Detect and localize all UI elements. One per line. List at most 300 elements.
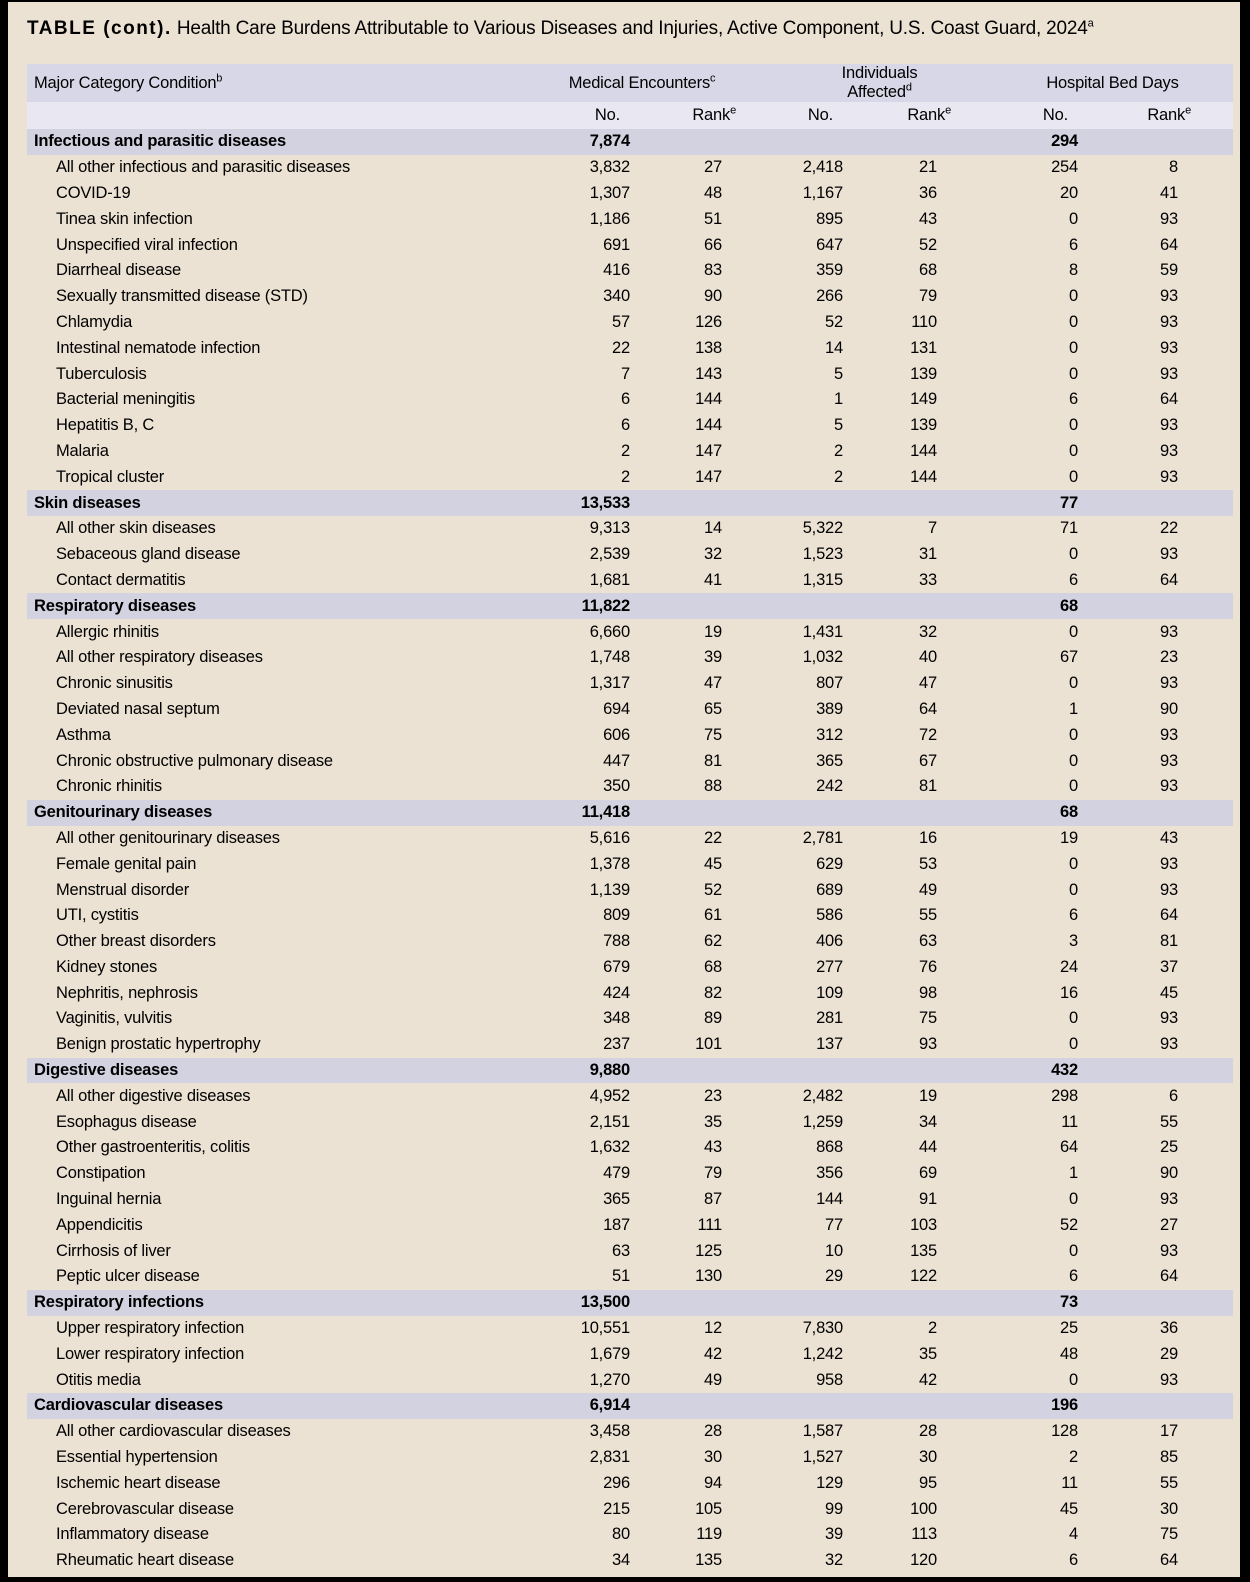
- condition-name-cell: Lower respiratory infection: [56, 1344, 245, 1363]
- ia-rank-cell: 120: [910, 1551, 937, 1570]
- condition-name-cell: Tuberculosis: [56, 364, 147, 383]
- category-name-cell: Genitourinary diseases: [27, 800, 507, 826]
- condition-row: [27, 877, 1233, 903]
- condition-row: [27, 1032, 1233, 1058]
- me-no-cell: 5,616: [589, 828, 630, 847]
- condition-name-cell: All other cardiovascular diseases: [56, 1422, 291, 1441]
- ia-rank-cell: 63: [919, 932, 937, 951]
- bed-rank-cell: 93: [1160, 725, 1178, 744]
- table-body: [27, 129, 1233, 1574]
- me-rank-cell: 65: [704, 699, 722, 718]
- condition-name-cell: Appendicitis: [56, 1215, 143, 1234]
- me-no-cell: 215: [603, 1499, 630, 1518]
- me-rank-cell: 48: [704, 183, 722, 202]
- category-ia-rank-cell: [843, 1393, 937, 1419]
- ia-no-cell: 2,482: [802, 1086, 843, 1105]
- bed-no-cell: 6: [1069, 1267, 1078, 1286]
- bed-rank-cell: 93: [1160, 441, 1178, 460]
- ia-rank-cell: 144: [910, 441, 937, 460]
- bed-no-cell: 45: [1060, 1499, 1078, 1518]
- group-header-row: [27, 64, 1233, 102]
- bed-no-cell: 0: [1069, 1241, 1078, 1260]
- me-rank-cell: 135: [695, 1551, 722, 1570]
- condition-row: [27, 1187, 1233, 1213]
- condition-name-cell: Deviated nasal septum: [56, 699, 220, 718]
- bed-no-cell: 52: [1060, 1215, 1078, 1234]
- category-me-no-cell: 13,533: [507, 490, 630, 516]
- ia-no-cell: 1,032: [802, 648, 843, 667]
- condition-name-cell: Contact dermatitis: [56, 570, 186, 589]
- ia-no-cell: 895: [816, 209, 843, 228]
- category-row: [27, 1058, 1233, 1084]
- column-header-condition-footnote-marker: b: [216, 72, 223, 84]
- ia-rank-cell: 95: [919, 1473, 937, 1492]
- condition-name-cell: Vaginitis, vulvitis: [56, 1009, 173, 1028]
- category-ia-rank-cell: [843, 490, 937, 516]
- me-rank-cell: 94: [704, 1473, 722, 1492]
- bed-no-cell: 0: [1069, 1009, 1078, 1028]
- bed-no-cell: 0: [1069, 854, 1078, 873]
- bed-rank-cell: 25: [1160, 1138, 1178, 1157]
- me-rank-cell: 90: [704, 287, 722, 306]
- condition-row: [27, 413, 1233, 439]
- ia-rank-cell: 32: [919, 622, 937, 641]
- me-no-cell: 296: [603, 1473, 630, 1492]
- me-rank-cell: 81: [704, 751, 722, 770]
- condition-row: [27, 1367, 1233, 1393]
- condition-row: [27, 1135, 1233, 1161]
- ia-rank-cell: 98: [919, 983, 937, 1002]
- me-rank-cell: 105: [695, 1499, 722, 1518]
- me-no-cell: 2: [621, 467, 630, 486]
- condition-row: [27, 645, 1233, 671]
- ia-no-cell: 14: [825, 338, 843, 357]
- me-no-cell: 3,832: [589, 158, 630, 177]
- ia-no-cell: 356: [816, 1164, 843, 1183]
- me-rank-cell: 47: [704, 674, 722, 693]
- category-me-no-cell: 11,418: [507, 800, 630, 826]
- me-no-cell: 9,313: [589, 519, 630, 538]
- bed-rank-cell: 93: [1160, 1009, 1178, 1028]
- bed-no-cell: 24: [1060, 957, 1078, 976]
- category-ia-no-cell: [722, 800, 843, 826]
- me-no-cell: 694: [603, 699, 630, 718]
- condition-name-cell: Tropical cluster: [56, 467, 165, 486]
- me-no-cell: 348: [603, 1009, 630, 1028]
- condition-name-cell: All other genitourinary diseases: [56, 828, 280, 847]
- ia-no-cell: 2: [834, 441, 843, 460]
- me-rank-cell: 32: [704, 545, 722, 564]
- condition-name-cell: All other respiratory diseases: [56, 648, 263, 667]
- condition-name-cell: Menstrual disorder: [56, 880, 190, 899]
- me-rank-cell: 27: [704, 158, 722, 177]
- me-rank-cell: 51: [704, 209, 722, 228]
- me-no-cell: 2,151: [589, 1112, 630, 1131]
- condition-row: [27, 284, 1233, 310]
- me-rank-cell: 143: [695, 364, 722, 383]
- category-me-rank-cell: [630, 1058, 722, 1084]
- category-ia-rank-cell: [843, 1058, 937, 1084]
- condition-name-cell: Female genital pain: [56, 854, 197, 873]
- ia-rank-cell: 7: [928, 519, 937, 538]
- condition-name-cell: Diarrheal disease: [56, 261, 181, 280]
- me-rank-cell: 68: [704, 957, 722, 976]
- ia-rank-cell: 144: [910, 467, 937, 486]
- bed-no-cell: 128: [1051, 1422, 1078, 1441]
- condition-row: [27, 722, 1233, 748]
- condition-name-cell: Upper respiratory infection: [56, 1319, 245, 1338]
- condition-name-cell: All other skin diseases: [56, 519, 216, 538]
- ia-no-cell: 1,315: [802, 570, 843, 589]
- condition-name-cell: Cerebrovascular disease: [56, 1499, 234, 1518]
- ia-rank-cell: 76: [919, 957, 937, 976]
- me-no-cell: 6: [621, 390, 630, 409]
- bed-rank-cell: 64: [1160, 1551, 1178, 1570]
- ia-rank-cell: 49: [919, 880, 937, 899]
- condition-name-cell: Nephritis, nephrosis: [56, 983, 198, 1002]
- bed-no-cell: 0: [1069, 1035, 1078, 1054]
- me-no-cell: 57: [612, 312, 630, 331]
- ia-rank-cell: 75: [919, 1009, 937, 1028]
- me-no-cell: 416: [603, 261, 630, 280]
- ia-no-cell: 586: [816, 906, 843, 925]
- bed-no-cell: 0: [1069, 1370, 1078, 1389]
- category-me-rank-cell: [630, 593, 722, 619]
- condition-row: [27, 851, 1233, 877]
- bed-rank-cell: 23: [1160, 648, 1178, 667]
- condition-row: [27, 1470, 1233, 1496]
- category-row: [27, 593, 1233, 619]
- category-bed-rank-cell: [1078, 1290, 1233, 1316]
- bed-no-cell: 0: [1069, 441, 1078, 460]
- ia-no-cell: 7,830: [802, 1319, 843, 1338]
- bed-rank-cell: 93: [1160, 338, 1178, 357]
- me-no-cell: 424: [603, 983, 630, 1002]
- bed-rank-cell: 93: [1160, 364, 1178, 383]
- ia-rank-cell: 53: [919, 854, 937, 873]
- bed-rank-cell: 45: [1160, 983, 1178, 1002]
- ia-no-cell: 99: [825, 1499, 843, 1518]
- me-rank-cell: 41: [704, 570, 722, 589]
- bed-rank-cell: 90: [1160, 699, 1178, 718]
- category-bed-no-cell: 68: [937, 593, 1078, 619]
- condition-row: [27, 1238, 1233, 1264]
- bed-no-cell: 48: [1060, 1344, 1078, 1363]
- ia-rank-cell: 33: [919, 570, 937, 589]
- me-no-cell: 51: [612, 1267, 630, 1286]
- ia-rank-cell: 40: [919, 648, 937, 667]
- me-rank-cell: 89: [704, 1009, 722, 1028]
- ia-no-cell: 312: [816, 725, 843, 744]
- me-no-cell: 63: [612, 1241, 630, 1260]
- condition-name-cell: Rheumatic heart disease: [56, 1551, 234, 1570]
- bed-no-cell: 8: [1069, 261, 1078, 280]
- condition-name-cell: Sexually transmitted disease (STD): [56, 287, 308, 306]
- ia-rank-cell: 42: [919, 1370, 937, 1389]
- bed-no-cell: 0: [1069, 467, 1078, 486]
- ia-rank-cell: 113: [911, 1525, 937, 1544]
- ia-rank-cell: 91: [919, 1190, 937, 1209]
- ia-no-cell: 647: [816, 235, 843, 254]
- condition-row: [27, 516, 1233, 542]
- bed-rank-cell: 93: [1160, 777, 1178, 796]
- me-no-cell: 2: [621, 441, 630, 460]
- me-rank-cell: 66: [704, 235, 722, 254]
- ia-no-cell: 144: [816, 1190, 843, 1209]
- ia-no-cell: 1,167: [802, 183, 843, 202]
- ia-no-cell: 266: [816, 287, 843, 306]
- bed-no-cell: 64: [1060, 1138, 1078, 1157]
- bed-rank-cell: 8: [1169, 158, 1178, 177]
- bed-no-cell: 6: [1069, 570, 1078, 589]
- sub-header-ia-no: No.: [722, 102, 843, 129]
- condition-row: [27, 1341, 1233, 1367]
- category-ia-no-cell: [722, 490, 843, 516]
- me-no-cell: 1,378: [589, 854, 630, 873]
- condition-name-cell: Chronic rhinitis: [56, 777, 162, 796]
- category-me-rank-cell: [630, 800, 722, 826]
- ia-rank-cell: 30: [919, 1448, 937, 1467]
- ia-no-cell: 5,322: [802, 519, 843, 538]
- category-ia-no-cell: [722, 1393, 843, 1419]
- ia-no-cell: 10: [825, 1241, 843, 1260]
- bed-no-cell: 11: [1061, 1112, 1078, 1131]
- category-name-cell: Skin diseases: [27, 490, 507, 516]
- ia-rank-cell: 68: [919, 261, 937, 280]
- medical-encounters-footnote-marker: c: [710, 72, 716, 84]
- me-no-cell: 809: [603, 906, 630, 925]
- sub-header-empty: [27, 102, 507, 129]
- me-rank-cell: 52: [704, 880, 722, 899]
- ia-no-cell: 868: [816, 1138, 843, 1157]
- bed-rank-cell: 93: [1160, 622, 1178, 641]
- bed-rank-cell: 93: [1160, 1241, 1178, 1260]
- category-bed-no-cell: 196: [937, 1393, 1078, 1419]
- ia-rank-cell: 2: [928, 1319, 937, 1338]
- condition-row: [27, 1445, 1233, 1471]
- condition-row: [27, 232, 1233, 258]
- category-ia-no-cell: [722, 129, 843, 155]
- bed-no-cell: 20: [1060, 183, 1078, 202]
- ia-rank-cell: 34: [919, 1112, 937, 1131]
- condition-row: [27, 387, 1233, 413]
- hospital-bed-days-label: Hospital Bed Days: [1046, 73, 1179, 92]
- bed-rank-cell: 64: [1160, 906, 1178, 925]
- bed-rank-cell: 64: [1160, 570, 1178, 589]
- ia-no-cell: 5: [834, 364, 843, 383]
- ia-rank-cell: 81: [919, 777, 937, 796]
- condition-row: [27, 206, 1233, 232]
- condition-row: [27, 671, 1233, 697]
- ia-no-cell: 109: [816, 983, 843, 1002]
- category-bed-rank-cell: [1078, 593, 1233, 619]
- bed-rank-cell: 27: [1160, 1215, 1178, 1234]
- me-no-cell: 350: [603, 777, 630, 796]
- condition-name-cell: Chlamydia: [56, 312, 133, 331]
- sub-header-bed-no: No.: [937, 102, 1078, 129]
- ia-no-cell: 958: [816, 1370, 843, 1389]
- ia-no-cell: 359: [816, 261, 843, 280]
- category-me-rank-cell: [630, 490, 722, 516]
- condition-name-cell: Inflammatory disease: [56, 1525, 209, 1544]
- ia-rank-cell: 131: [910, 338, 937, 357]
- ia-no-cell: 389: [816, 699, 843, 718]
- category-name-cell: Infectious and parasitic diseases: [27, 129, 507, 155]
- column-header-individuals-affected: [722, 64, 937, 102]
- me-no-cell: 1,186: [589, 209, 630, 228]
- ia-rank-cell: 31: [919, 545, 937, 564]
- category-ia-no-cell: [722, 1290, 843, 1316]
- condition-name-cell: Benign prostatic hypertrophy: [56, 1035, 261, 1054]
- category-me-no-cell: 9,880: [507, 1058, 630, 1084]
- ia-rank-cell: 139: [910, 364, 937, 383]
- me-rank-cell: 88: [704, 777, 722, 796]
- bed-no-cell: 0: [1069, 545, 1078, 564]
- condition-name-cell: Unspecified viral infection: [56, 235, 238, 254]
- condition-row: [27, 1212, 1233, 1238]
- category-me-rank-cell: [630, 1393, 722, 1419]
- category-bed-no-cell: 77: [937, 490, 1078, 516]
- category-row: [27, 1290, 1233, 1316]
- ia-no-cell: 1,587: [802, 1422, 843, 1441]
- ia-rank-cell: 36: [919, 183, 937, 202]
- bed-rank-cell: 93: [1160, 674, 1178, 693]
- ia-no-cell: 281: [816, 1009, 843, 1028]
- me-rank-cell: 23: [704, 1086, 722, 1105]
- condition-name-cell: Other breast disorders: [56, 932, 216, 951]
- condition-name-cell: Tinea skin infection: [56, 209, 193, 228]
- table-title-prefix: TABLE (cont).: [27, 18, 172, 39]
- condition-name-cell: Hepatitis B, C: [56, 416, 155, 435]
- condition-name-cell: Intestinal nematode infection: [56, 338, 261, 357]
- ia-rank-cell: 110: [911, 312, 937, 331]
- category-ia-rank-cell: [843, 593, 937, 619]
- me-no-cell: 237: [603, 1035, 630, 1054]
- me-no-cell: 691: [603, 235, 630, 254]
- me-no-cell: 340: [603, 287, 630, 306]
- category-bed-no-cell: 432: [937, 1058, 1078, 1084]
- me-no-cell: 1,270: [589, 1370, 630, 1389]
- me-no-cell: 10,551: [580, 1319, 630, 1338]
- bed-no-cell: 1: [1069, 1164, 1078, 1183]
- bed-no-cell: 6: [1069, 906, 1078, 925]
- ia-no-cell: 689: [816, 880, 843, 899]
- me-no-cell: 6: [621, 416, 630, 435]
- category-row: [27, 129, 1233, 155]
- condition-row: [27, 464, 1233, 490]
- condition-name-cell: Sebaceous gland disease: [56, 545, 241, 564]
- bed-rank-cell: 93: [1160, 467, 1178, 486]
- individuals-affected-label: Individuals Affected: [841, 64, 918, 101]
- bed-no-cell: 0: [1069, 364, 1078, 383]
- bed-rank-cell: 30: [1160, 1499, 1178, 1518]
- me-no-cell: 447: [603, 751, 630, 770]
- condition-row: [27, 748, 1233, 774]
- ia-rank-cell: 35: [919, 1344, 937, 1363]
- bed-rank-cell: 64: [1160, 1267, 1178, 1286]
- condition-name-cell: UTI, cystitis: [56, 906, 139, 925]
- bed-no-cell: 0: [1069, 725, 1078, 744]
- bed-rank-cell: 6: [1169, 1086, 1178, 1105]
- document-page: [8, 2, 1240, 1577]
- condition-row: [27, 929, 1233, 955]
- me-rank-cell: 14: [704, 519, 722, 538]
- condition-row: [27, 439, 1233, 465]
- bed-no-cell: 0: [1069, 312, 1078, 331]
- bed-rank-cell: 55: [1160, 1473, 1178, 1492]
- bed-rank-cell: 93: [1160, 312, 1178, 331]
- condition-name-cell: Malaria: [56, 441, 109, 460]
- sub-header-me-rank: Rank$^e$: [630, 102, 722, 129]
- bed-no-cell: 3: [1069, 932, 1078, 951]
- medical-encounters-label: Medical Encounters: [568, 73, 710, 92]
- bed-no-cell: 6: [1069, 1551, 1078, 1570]
- ia-rank-cell: 122: [910, 1267, 937, 1286]
- condition-name-cell: Otitis media: [56, 1370, 141, 1389]
- bed-rank-cell: 41: [1160, 183, 1178, 202]
- me-no-cell: 187: [603, 1215, 630, 1234]
- ia-rank-cell: 100: [910, 1499, 937, 1518]
- column-header-condition: [27, 64, 507, 102]
- me-no-cell: 1,748: [589, 648, 630, 667]
- me-rank-cell: 61: [704, 906, 722, 925]
- condition-row: [27, 258, 1233, 284]
- condition-name-cell: Essential hypertension: [56, 1448, 218, 1467]
- bed-no-cell: 0: [1069, 287, 1078, 306]
- bed-no-cell: 0: [1069, 338, 1078, 357]
- individuals-affected-footnote-marker: d: [905, 81, 912, 94]
- condition-name-cell: Allergic rhinitis: [56, 622, 159, 641]
- ia-rank-cell: 79: [919, 287, 937, 306]
- bed-no-cell: 0: [1069, 880, 1078, 899]
- condition-row: [27, 903, 1233, 929]
- bed-rank-cell: 93: [1160, 1370, 1178, 1389]
- me-no-cell: 1,679: [589, 1344, 630, 1363]
- sub-header-bed-rank: Rank$^e$: [1078, 102, 1233, 129]
- ia-rank-cell: 21: [919, 158, 937, 177]
- me-no-cell: 1,632: [589, 1138, 630, 1157]
- bed-no-cell: 25: [1060, 1319, 1078, 1338]
- condition-row: [27, 335, 1233, 361]
- me-rank-cell: 42: [704, 1344, 722, 1363]
- ia-no-cell: 5: [834, 416, 843, 435]
- condition-name-cell: Asthma: [56, 725, 111, 744]
- column-header-medical-encounters: [507, 64, 722, 102]
- table-title-footnote-marker: a: [1087, 17, 1094, 30]
- me-rank-cell: 130: [695, 1267, 722, 1286]
- bed-rank-cell: 93: [1160, 1035, 1178, 1054]
- me-rank-cell: 144: [695, 416, 722, 435]
- me-no-cell: 1,317: [589, 674, 630, 693]
- bed-rank-cell: 75: [1160, 1525, 1178, 1544]
- condition-row: [27, 619, 1233, 645]
- ia-no-cell: 1,431: [802, 622, 843, 641]
- me-rank-cell: 75: [704, 725, 722, 744]
- category-name-cell: Cardiovascular diseases: [27, 1393, 507, 1419]
- me-no-cell: 80: [612, 1525, 630, 1544]
- ia-no-cell: 2,781: [802, 828, 843, 847]
- category-bed-no-cell: 68: [937, 800, 1078, 826]
- ia-rank-cell: 103: [910, 1215, 937, 1234]
- me-rank-cell: 147: [695, 467, 722, 486]
- category-ia-rank-cell: [843, 129, 937, 155]
- category-me-rank-cell: [630, 1290, 722, 1316]
- me-no-cell: 7: [621, 364, 630, 383]
- me-rank-cell: 82: [704, 983, 722, 1002]
- bed-no-cell: 11: [1061, 1473, 1078, 1492]
- condition-row: [27, 697, 1233, 723]
- category-name-cell: Respiratory infections: [27, 1290, 507, 1316]
